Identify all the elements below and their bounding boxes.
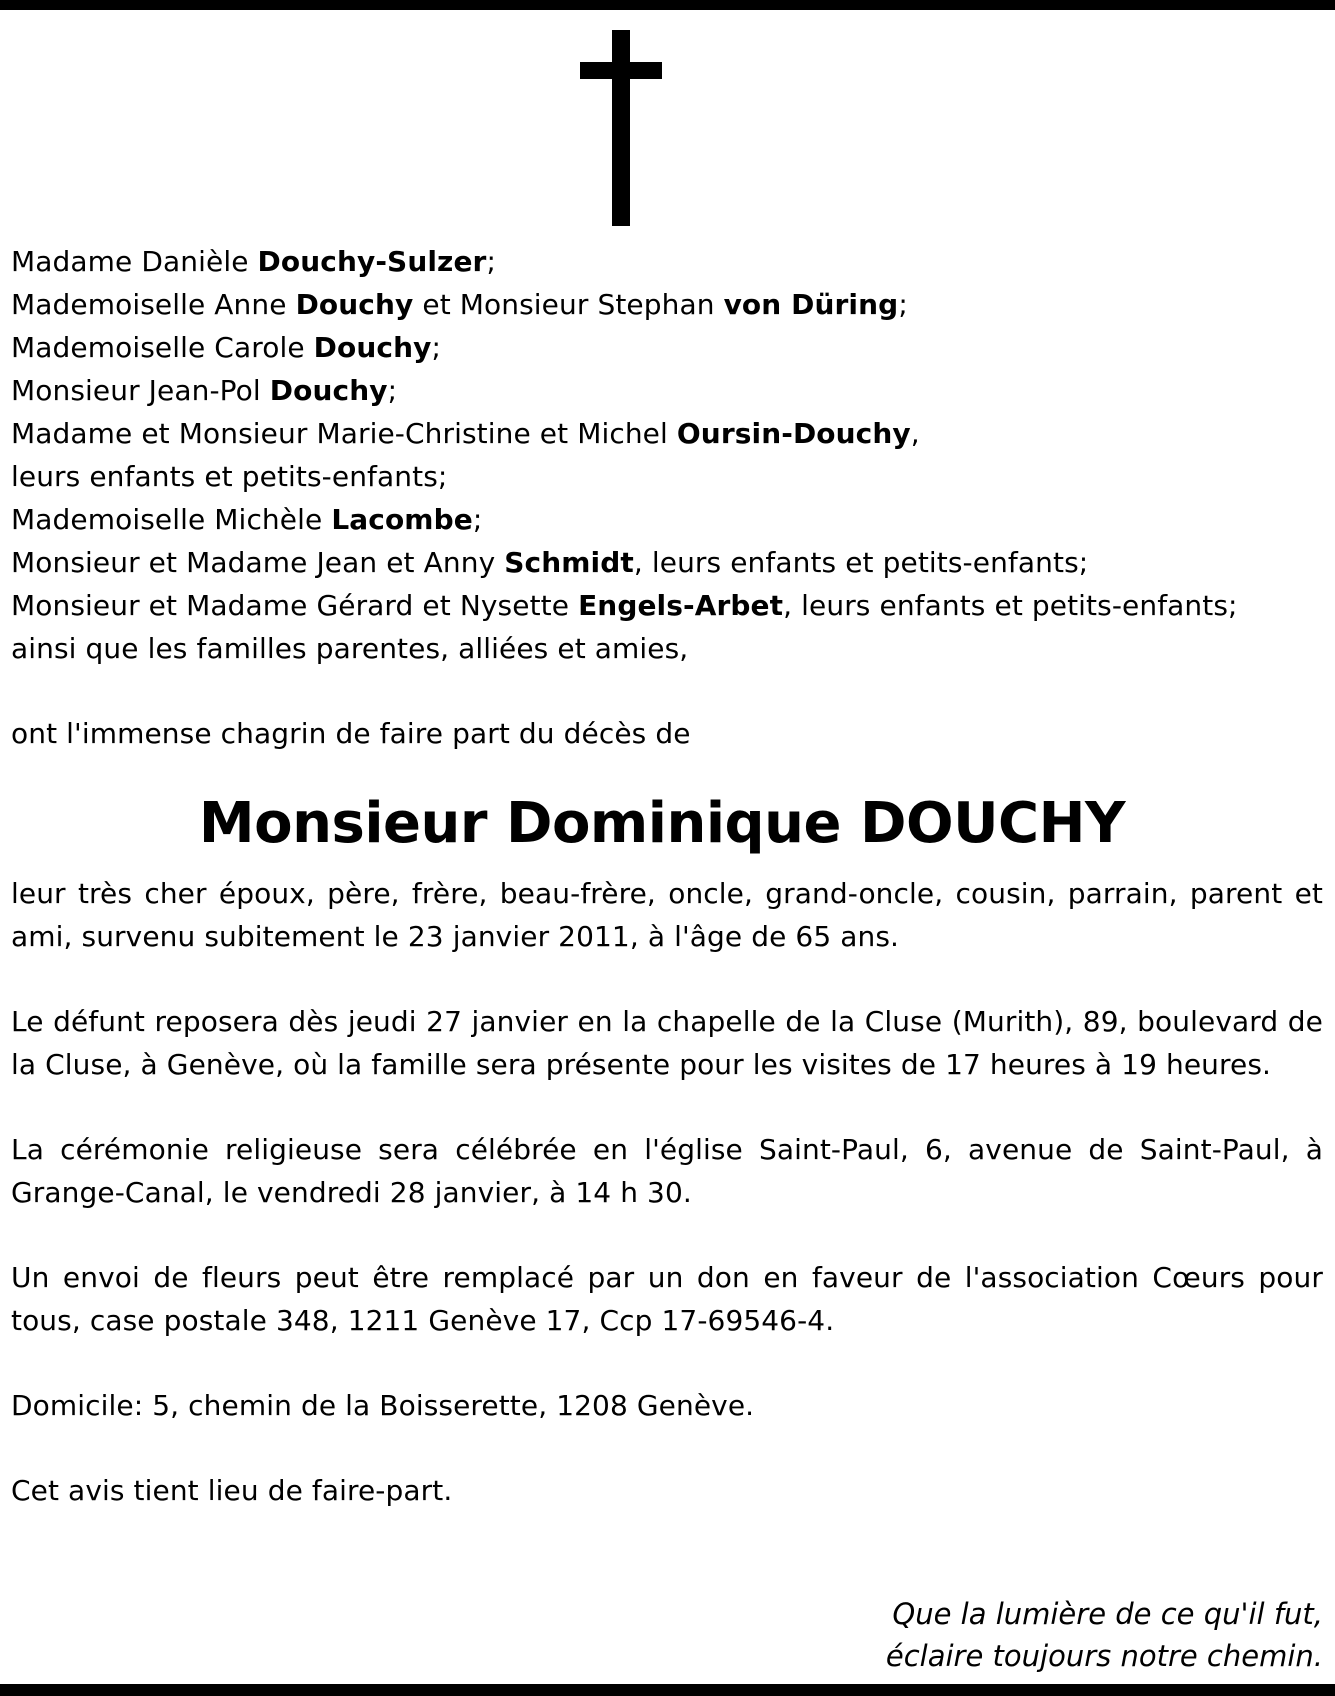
family-text: Madame Danièle (11, 245, 258, 278)
family-surname: Schmidt (504, 546, 634, 579)
family-surname: Engels-Arbet (578, 589, 784, 622)
family-surname: Oursin-Douchy (676, 417, 911, 450)
closing-quote (886, 1593, 1323, 1677)
family-line (11, 455, 1323, 498)
family-text: ; (486, 245, 496, 278)
relation-paragraph: leur très cher époux, père, frère, beau-frère, oncle, grand-oncle, cousin, parrain, parent et ami, survenu subitement le 23 janvier 2011, à l'âge de 65 ans. (11, 877, 1323, 953)
family-text: ainsi que les familles parentes, alliées et amies, (11, 632, 689, 665)
family-line (11, 369, 1323, 412)
family-line (11, 498, 1323, 541)
cross-horizontal-bar (580, 62, 662, 79)
family-list (11, 240, 1323, 670)
bottom-border-rule (0, 1684, 1335, 1696)
quote-line-2: éclaire toujours notre chemin. (885, 1639, 1323, 1673)
top-border-rule (0, 0, 1335, 10)
family-text: leurs enfants et petits-enfants; (11, 460, 448, 493)
cross-icon (580, 30, 662, 226)
family-line (11, 412, 1323, 455)
family-surname: Douchy (269, 374, 388, 407)
family-surname: Douchy (313, 331, 432, 364)
family-line (11, 283, 1323, 326)
ceremony-paragraph: La cérémonie religieuse sera célébrée en l'église Saint-Paul, 6, avenue de Saint-Paul, à Grange-Canal, le vendredi 28 janvier, à 14 h 30. (11, 1133, 1323, 1209)
family-text: ; (431, 331, 441, 364)
family-line (11, 326, 1323, 369)
family-text: , leurs enfants et petits-enfants; (783, 589, 1238, 622)
family-line (11, 240, 1323, 283)
family-surname: Douchy (295, 288, 414, 321)
obituary-body (11, 240, 1323, 1512)
family-text: , (910, 417, 920, 450)
family-text: , leurs enfants et petits-enfants; (633, 546, 1089, 579)
cross-vertical-bar (612, 30, 630, 226)
deceased-name: Monsieur Dominique DOUCHY (198, 791, 1126, 856)
family-text: Madame et Monsieur Marie-Christine et Michel (11, 417, 677, 450)
family-text: Mademoiselle Carole (11, 331, 314, 364)
quote-line-1: Que la lumière de ce qu'il fut, (892, 1597, 1323, 1631)
family-text: Mademoiselle Michèle (11, 503, 332, 536)
family-text: Monsieur et Madame Jean et Anny (11, 546, 505, 579)
viewing-paragraph: Le défunt reposera dès jeudi 27 janvier en la chapelle de la Cluse (Murith), 89, boulevard de la Cluse, à Genève, où la famille sera présente pour les visites de 17 heures à 19 heures. (11, 1005, 1323, 1081)
family-text: ; (898, 288, 908, 321)
family-text: et Monsieur Stephan (413, 288, 724, 321)
family-text: Monsieur Jean-Pol (11, 374, 270, 407)
family-surname: Lacombe (331, 503, 473, 536)
domicile-line: Domicile: 5, chemin de la Boisserette, 1208 Genève. (11, 1389, 755, 1422)
family-line (11, 584, 1323, 627)
family-line (11, 627, 1323, 670)
family-surname: Douchy-Sulzer (257, 245, 487, 278)
notice-line: Cet avis tient lieu de faire-part. (11, 1474, 453, 1507)
family-line (11, 541, 1323, 584)
family-text: ; (472, 503, 483, 536)
family-text: ; (387, 374, 398, 407)
flowers-paragraph: Un envoi de fleurs peut être remplacé par un don en faveur de l'association Cœurs pour tous, case postale 348, 1211 Genève 17, Ccp 17-69546-4. (11, 1261, 1323, 1337)
family-surname: von Düring (723, 288, 899, 321)
announcement-line: ont l'immense chagrin de faire part du décès de (11, 717, 691, 750)
family-text: Monsieur et Madame Gérard et Nysette (11, 589, 579, 622)
family-text: Mademoiselle Anne (11, 288, 296, 321)
